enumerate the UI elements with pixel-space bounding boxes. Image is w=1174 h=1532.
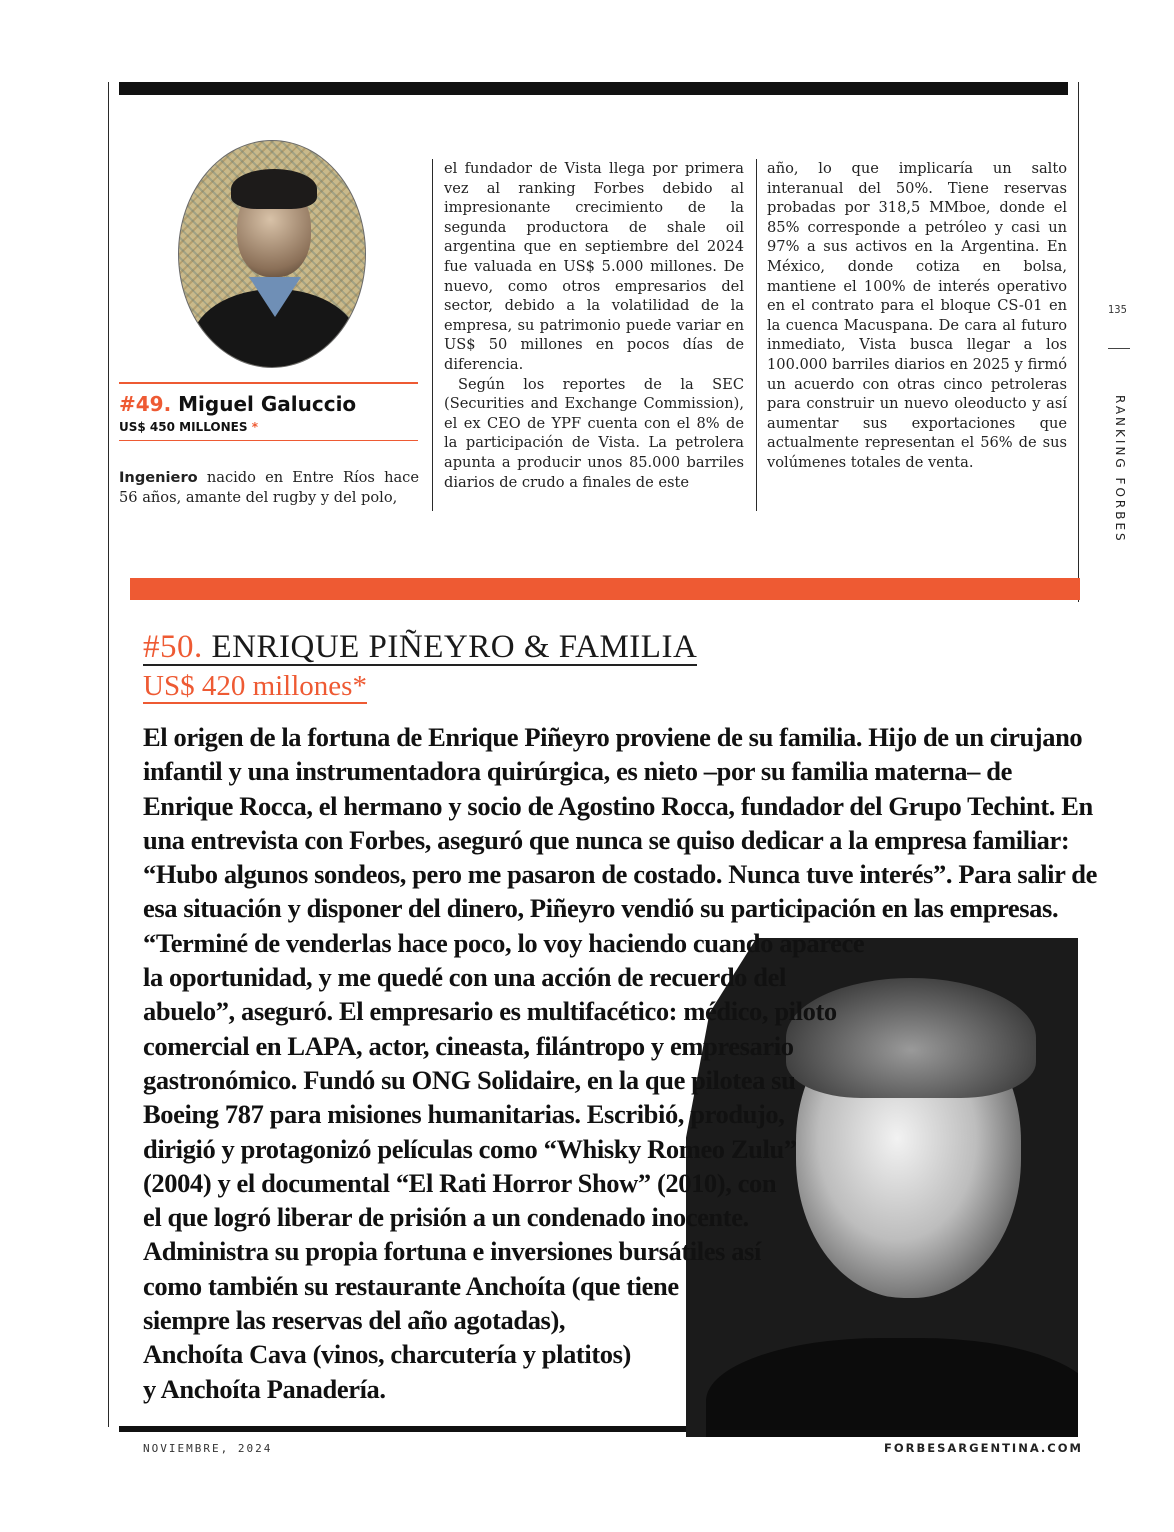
galuccio-portrait (178, 140, 366, 368)
entry50-line: comercial en LAPA, actor, cineasta, filántropo y empresario (143, 1030, 794, 1061)
entry49-name-text: Miguel Galuccio (178, 392, 357, 416)
entry50-line: el que logró liberar de prisión a un condenado inocente. (143, 1202, 749, 1233)
entry50-line: “Terminé de venderlas hace poco, lo voy haciendo cuando aparece (143, 927, 865, 958)
entry49-col2-paragraph-2: Según los reportes de la SEC (Securities and Exchange Commission), el ex CEO de YPF cuenta con el 8% de la participación de Vista. La petrolera apunta a producir unos 85.000 barriles diarios de crudo a finales de este (444, 375, 744, 491)
entry49-lead-word: Ingeniero (119, 469, 198, 486)
section-side-label: RANKING FORBES (1113, 395, 1127, 544)
page-number-dash (1108, 348, 1130, 349)
entry50-body (143, 720, 1097, 1406)
entry49-rank: #49. (119, 392, 172, 416)
entry49-col1-text: nacido en Entre Ríos hace 56 años, amante del rugby y del polo, (119, 469, 419, 506)
entry49-worth-text: US$ 450 MILLONES (119, 420, 248, 434)
entry50-line: (2004) y el documental “El Rati Horror Show” (2010), con (143, 1167, 777, 1198)
entry50-line: Anchoíta Cava (vinos, charcutería y platitos) (143, 1339, 631, 1370)
entry50-line: “Hubo algunos sondeos, pero me pasaron de costado. Nunca tuve interés”. Para salir de (143, 859, 1097, 890)
entry49-col2-paragraph-1: el fundador de Vista llega por primera vez al ranking Forbes debido al impresionante crecimiento de la segunda productora de shale oil argentina que en septiembre del 2024 fue valuada en US$ 5.000 millones. De nuevo, como otros empresarios del sector, debido a la volatilidad de la empresa, su patrimonio puede variar en US$ 50 millones en pocos días de diferencia. (444, 160, 744, 373)
entry50-line: abuelo”, aseguró. El empresario es multifacético: médico, piloto (143, 996, 837, 1027)
right-margin-rule (1078, 82, 1079, 602)
entry50-line: siempre las reservas del año agotadas), (143, 1305, 566, 1336)
entry50-line: dirigió y protagonizó películas como “Whisky Romeo Zulu” (143, 1133, 797, 1164)
portrait-hair (231, 169, 317, 209)
column-divider-2 (756, 159, 757, 511)
entry49-worth-mark: * (251, 420, 258, 434)
bottom-black-bar (119, 1426, 693, 1432)
entry50-line: Enrique Rocca, el hermano y socio de Agostino Rocca, fundador del Grupo Techint. En (143, 790, 1093, 821)
entry50-line: como también su restaurante Anchoíta (que tiene (143, 1270, 679, 1301)
entry50-line: Boeing 787 para misiones humanitarias. Escribió, produjo, (143, 1099, 785, 1130)
entry50-line: y Anchoíta Panadería. (143, 1373, 386, 1404)
entry49-column-2 (444, 159, 744, 492)
footer-issue-date: NOVIEMBRE, 2024 (143, 1442, 273, 1455)
entry50-name: ENRIQUE PIÑEYRO & FAMILIA (211, 629, 698, 665)
entry49-name (119, 382, 418, 416)
entry50-rank: #50. (143, 629, 203, 665)
entry49-column-3 (767, 159, 1067, 473)
entry50-line: la oportunidad, y me quedé con una acción de recuerdo del (143, 962, 786, 993)
entry49-col3-paragraph: año, lo que implicaría un salto interanual del 50%. Tiene reservas probadas por 318,5 MMboe, donde el 85% corresponde a petróleo y casi un 97% a sus activos en la Argentina. En México, donde cotiza en bolsa, mantiene el 100% de interés operativo en el contrato para el bloque CS-01 en la cuenca Macuspana. De cara al futuro inmediato, Vista busca llegar a los 100.000 barriles diarios en 2025 y firmó un acuerdo con otras cinco petroleras para construir un nuevo oleoducto y así aumentar sus exportaciones que actualmente representan el 56% de sus volúmenes totales de venta. (767, 160, 1067, 471)
entry50-heading (143, 630, 697, 666)
entry50-line: gastronómico. Fundó su ONG Solidaire, en la que pilotea su (143, 1064, 796, 1095)
entry50-line: esa situación y disponer del dinero, Piñeyro vendió su participación en las empresas. (143, 893, 1059, 924)
entry50-worth: US$ 420 millones* (143, 670, 367, 702)
top-black-bar (119, 82, 1068, 95)
left-margin-rule (108, 82, 109, 1427)
column-divider-1 (432, 159, 433, 511)
entry50-line: Administra su propia fortuna e inversiones bursátiles así (143, 1236, 761, 1267)
page-number: 135 (1108, 303, 1127, 316)
entry50-line: una entrevista con Forbes, aseguró que nunca se quiso dedicar a la empresa familiar: (143, 824, 1070, 855)
entry50-line: El origen de la fortuna de Enrique Piñeyro proviene de su familia. Hijo de un cirujano (143, 722, 1083, 752)
entry49-column-1 (119, 468, 419, 507)
entry50-line: infantil y una instrumentadora quirúrgica, es nieto –por su familia materna– de (143, 756, 1012, 787)
footer-website[interactable]: FORBESARGENTINA.COM (884, 1441, 1083, 1455)
entry49-worth (119, 420, 418, 441)
section-orange-bar (130, 578, 1080, 600)
